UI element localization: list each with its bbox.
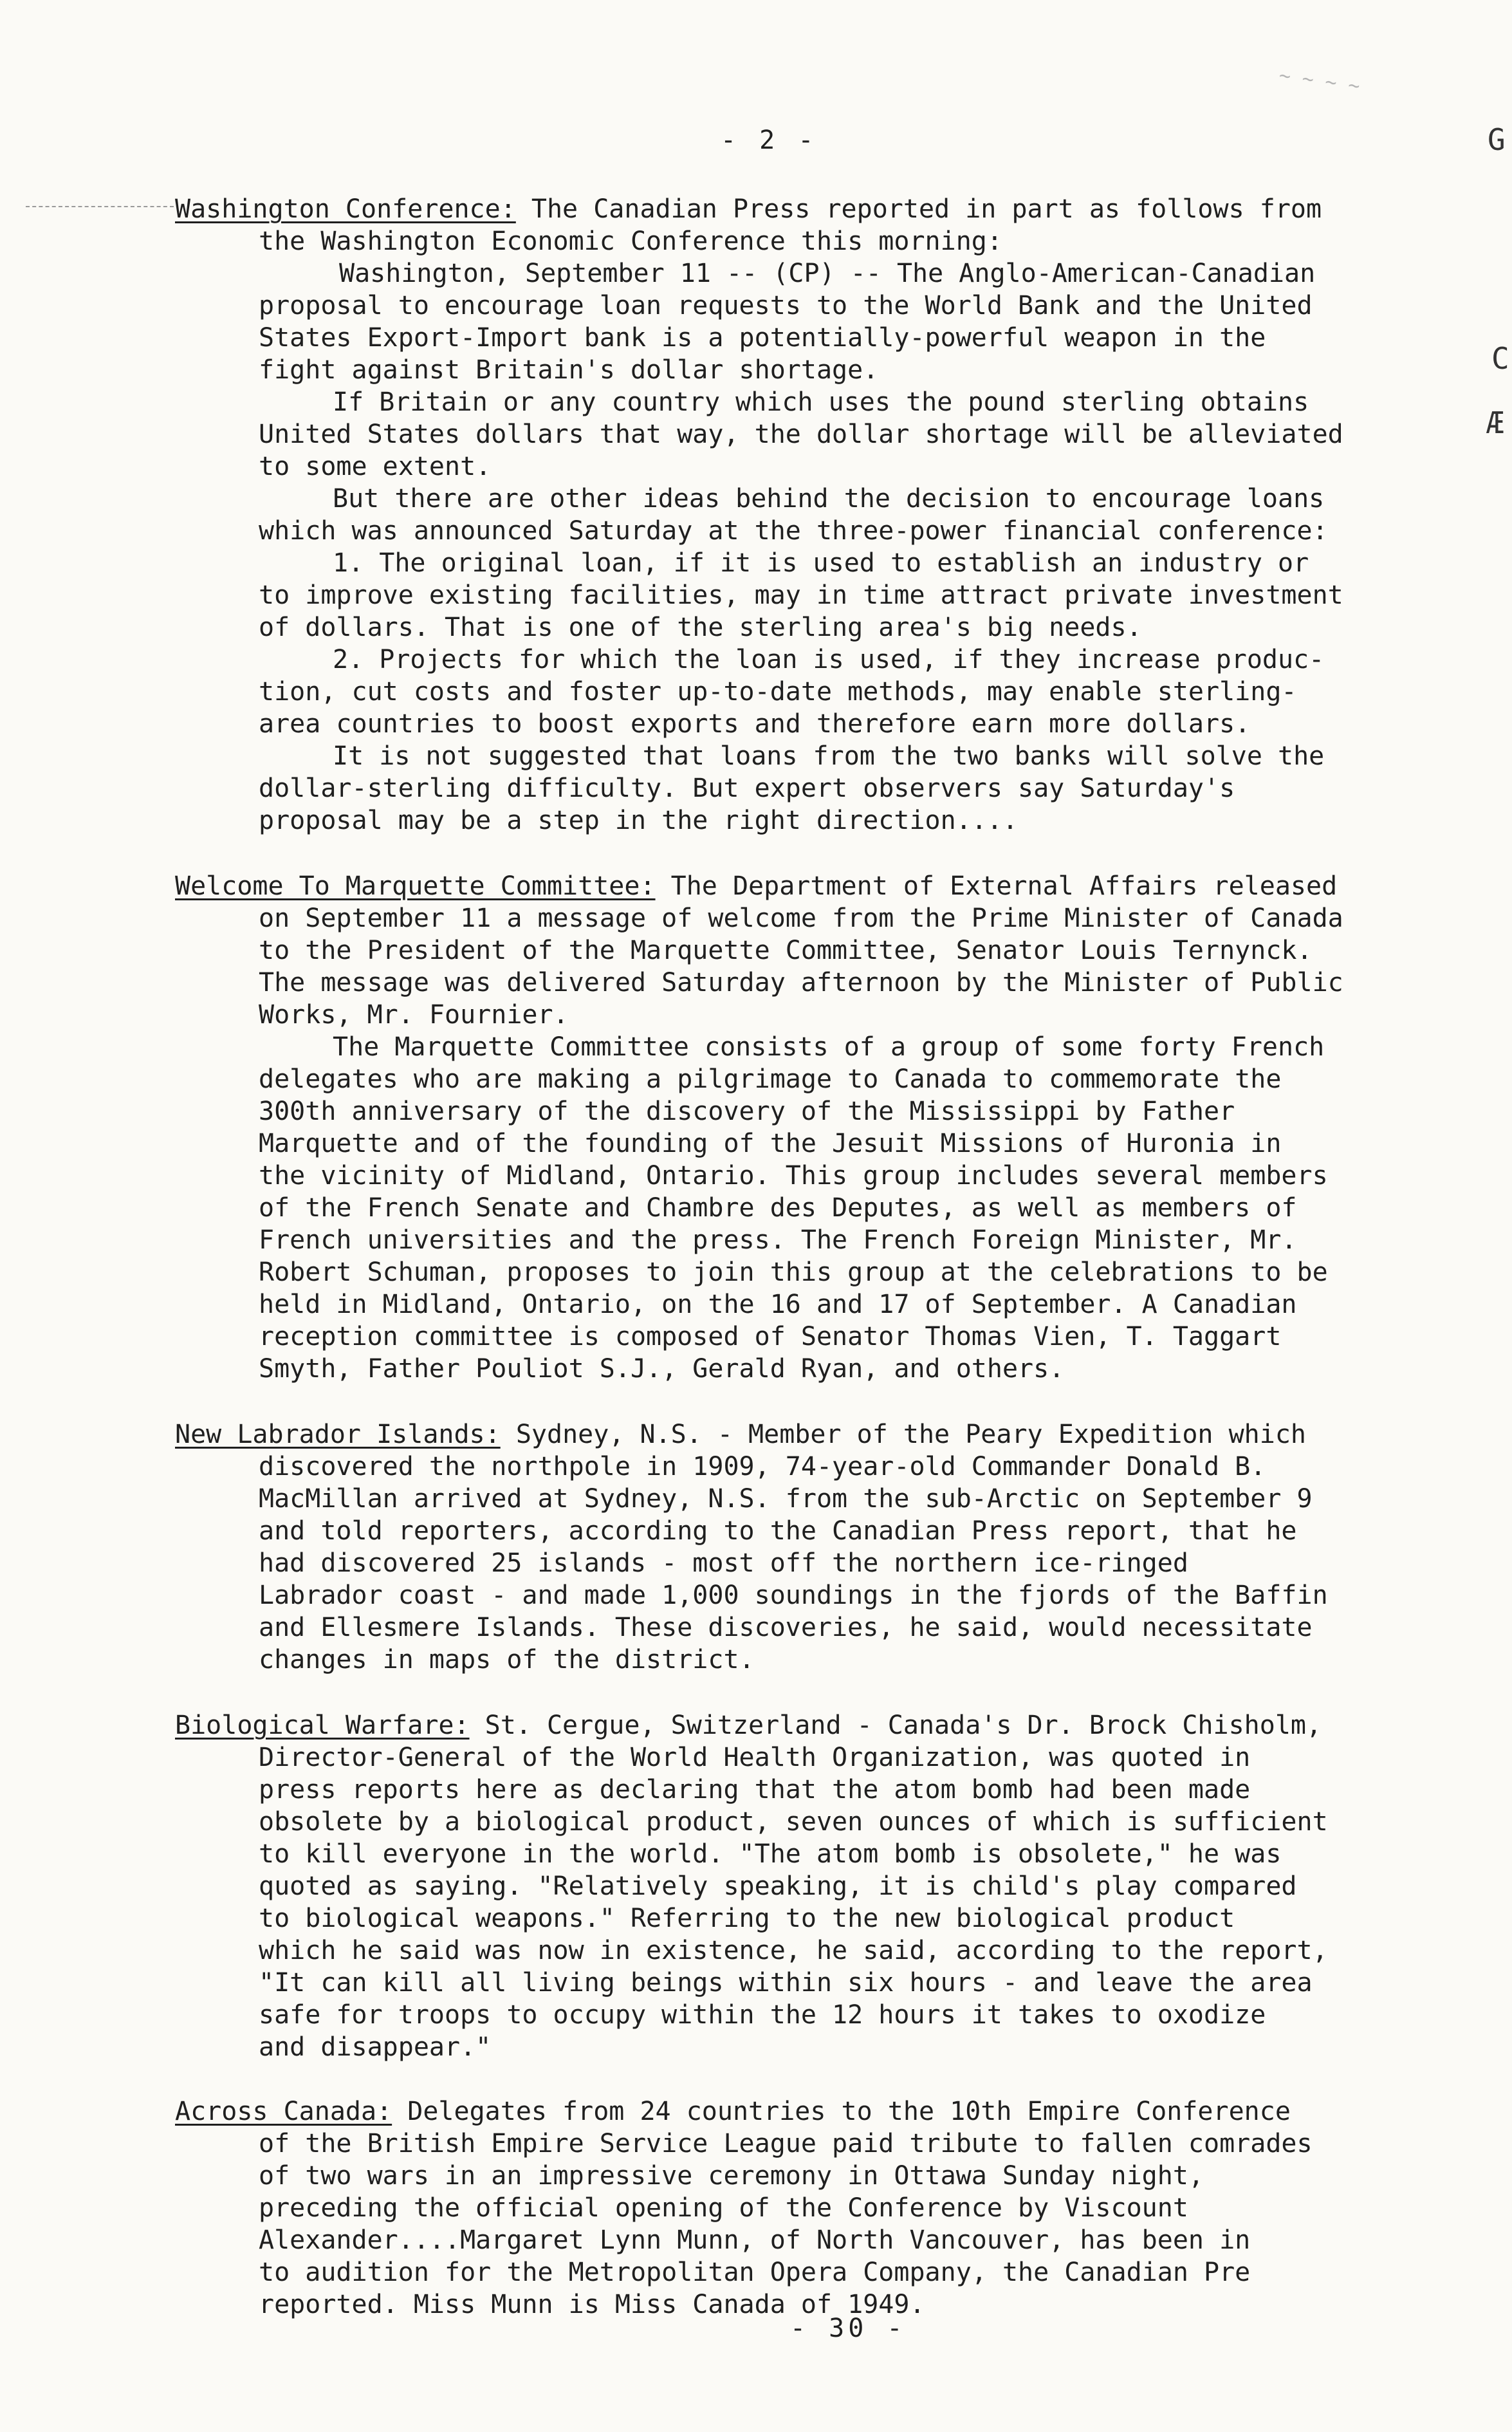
text-line: Director-General of the World Health Organization, was quoted in: [259, 1743, 1251, 1772]
text-line: dollar-sterling difficulty. But expert observers say Saturday's: [259, 774, 1235, 803]
text-line: to the President of the Marquette Committee, Senator Louis Ternynck.: [259, 936, 1313, 965]
text-line: of the French Senate and Chambre des Deputes, as well as members of: [259, 1193, 1297, 1223]
text-line: held in Midland, Ontario, on the 16 and 17 of September. A Canadian: [259, 1290, 1297, 1319]
text-line: 2. Projects for which the loan is used, if they increase produc-: [333, 645, 1325, 674]
text-line: fight against Britain's dollar shortage.: [259, 355, 879, 385]
section-heading-line: [175, 1418, 1423, 1451]
heading-continuation: Sydney, N.S. - Member of the Peary Expedition which: [500, 1420, 1306, 1449]
text-line: MacMillan arrived at Sydney, N.S. from the sub-Arctic on September 9: [259, 1484, 1313, 1514]
section-heading: Welcome To Marquette Committee:: [175, 871, 656, 901]
text-line: of dollars. That is one of the sterling area's big needs.: [259, 613, 1142, 642]
faded-stamp: ~ ~ ~ ~: [1277, 64, 1361, 98]
text-line: had discovered 25 islands - most off the northern ice-ringed: [259, 1548, 1188, 1578]
text-line: area countries to boost exports and therefore earn more dollars.: [259, 709, 1251, 739]
text-line: If Britain or any country which uses the pound sterling obtains: [333, 387, 1309, 417]
heading-continuation: Delegates from 24 countries to the 10th Empire Conference: [392, 2097, 1291, 2126]
section-heading-line: [175, 2095, 1423, 2128]
section-new-labrador-islands: [175, 1418, 1423, 1676]
edge-mark-g: G: [1488, 122, 1506, 157]
text-line: to biological weapons." Referring to the new biological product: [259, 1904, 1235, 1933]
page-number-top: - 2 -: [721, 125, 818, 155]
text-line: and Ellesmere Islands. These discoveries, he said, would necessitate: [259, 1613, 1313, 1642]
text-line: Robert Schuman, proposes to join this group at the celebrations to be: [259, 1258, 1328, 1287]
text-line: press reports here as declaring that the atom bomb had been made: [259, 1775, 1251, 1805]
text-line: Labrador coast - and made 1,000 soundings in the fjords of the Baffin: [259, 1581, 1328, 1610]
text-line: the Washington Economic Conference this morning:: [259, 227, 1002, 256]
text-line: reported. Miss Munn is Miss Canada of 1949.: [259, 2290, 925, 2319]
text-line: to audition for the Metropolitan Opera Company, the Canadian Pre: [259, 2258, 1251, 2287]
edge-mark-ae: Æ: [1486, 405, 1504, 440]
text-line: which he said was now in existence, he said, according to the report,: [259, 1936, 1328, 1965]
text-line: "It can kill all living beings within six hours - and leave the area: [259, 1968, 1313, 1998]
text-line: obsolete by a biological product, seven ounces of which is sufficient: [259, 1807, 1328, 1837]
text-line: of two wars in an impressive ceremony in Ottawa Sunday night,: [259, 2161, 1204, 2191]
text-line: Alexander....Margaret Lynn Munn, of North Vancouver, has been in: [259, 2225, 1251, 2255]
text-line: and disappear.": [259, 2032, 492, 2062]
text-line: changes in maps of the district.: [259, 1645, 755, 1675]
text-line: quoted as saying. "Relatively speaking, it is child's play compared: [259, 1871, 1297, 1901]
text-line: Smyth, Father Pouliot S.J., Gerald Ryan, and others.: [259, 1354, 1065, 1384]
text-line: proposal to encourage loan requests to the World Bank and the United: [259, 291, 1313, 320]
text-line: Marquette and of the founding of the Jesuit Missions of Huronia in: [259, 1129, 1282, 1158]
text-line: States Export-Import bank is a potentially-powerful weapon in the: [259, 323, 1266, 353]
text-line: delegates who are making a pilgrimage to Canada to commemorate the: [259, 1064, 1282, 1094]
text-line: which was announced Saturday at the three-power financial conference:: [259, 516, 1328, 546]
heading-continuation: The Department of External Affairs released: [655, 871, 1338, 901]
section-heading-line: [175, 1709, 1423, 1741]
text-line: Works, Mr. Fournier.: [259, 1000, 569, 1030]
text-line: The Marquette Committee consists of a group of some forty French: [333, 1032, 1325, 1062]
text-line: and told reporters, according to the Canadian Press report, that he: [259, 1516, 1297, 1546]
section-heading: Across Canada:: [175, 2097, 392, 2126]
text-line: to kill everyone in the world. "The atom bomb is obsolete," he was: [259, 1839, 1282, 1869]
section-heading: Washington Conference:: [175, 194, 516, 224]
text-line: on September 11 a message of welcome from the Prime Minister of Canada: [259, 904, 1343, 933]
margin-dash-line: [26, 206, 174, 207]
text-line: The message was delivered Saturday afternoon by the Minister of Public: [259, 968, 1343, 998]
text-line: United States dollars that way, the dollar shortage will be alleviated: [259, 420, 1343, 449]
text-line: Washington, September 11 -- (CP) -- The Anglo-American-Canadian: [339, 259, 1316, 288]
text-line: of the British Empire Service League paid tribute to fallen comrades: [259, 2129, 1313, 2158]
text-line: But there are other ideas behind the decision to encourage loans: [333, 484, 1325, 514]
text-line: preceding the official opening of the Conference by Viscount: [259, 2193, 1188, 2223]
section-heading: Biological Warfare:: [175, 1711, 470, 1740]
text-line: the vicinity of Midland, Ontario. This group includes several members: [259, 1161, 1328, 1191]
section-heading-line: [175, 193, 1423, 225]
heading-continuation: St. Cergue, Switzerland - Canada's Dr. Brock Chisholm,: [469, 1711, 1322, 1740]
section-marquette-committee: [175, 870, 1423, 1385]
section-heading: New Labrador Islands:: [175, 1420, 501, 1449]
text-line: tion, cut costs and foster up-to-date methods, may enable sterling-: [259, 677, 1297, 707]
text-line: safe for troops to occupy within the 12 hours it takes to oxodize: [259, 2000, 1266, 2030]
heading-continuation: The Canadian Press reported in part as follows from: [515, 194, 1322, 224]
section-heading-line: [175, 870, 1423, 902]
text-line: proposal may be a step in the right direction....: [259, 806, 1019, 835]
text-line: 300th anniversary of the discovery of the Mississippi by Father: [259, 1097, 1235, 1126]
text-line: 1. The original loan, if it is used to establish an industry or: [333, 548, 1309, 578]
text-line: French universities and the press. The French Foreign Minister, Mr.: [259, 1225, 1297, 1255]
text-line: reception committee is composed of Senator Thomas Vien, T. Taggart: [259, 1322, 1282, 1351]
text-line: to some extent.: [259, 452, 492, 481]
edge-mark-c: C: [1491, 341, 1509, 376]
text-line: It is not suggested that loans from the two banks will solve the: [333, 741, 1325, 771]
text-line: discovered the northpole in 1909, 74-year-old Commander Donald B.: [259, 1452, 1266, 1481]
text-line: to improve existing facilities, may in time attract private investment: [259, 580, 1343, 610]
page-number-bottom: - 30 -: [790, 2314, 907, 2343]
section-biological-warfare: [175, 1709, 1423, 2063]
section-across-canada: [175, 2095, 1423, 2321]
section-washington-conference: [175, 193, 1423, 837]
